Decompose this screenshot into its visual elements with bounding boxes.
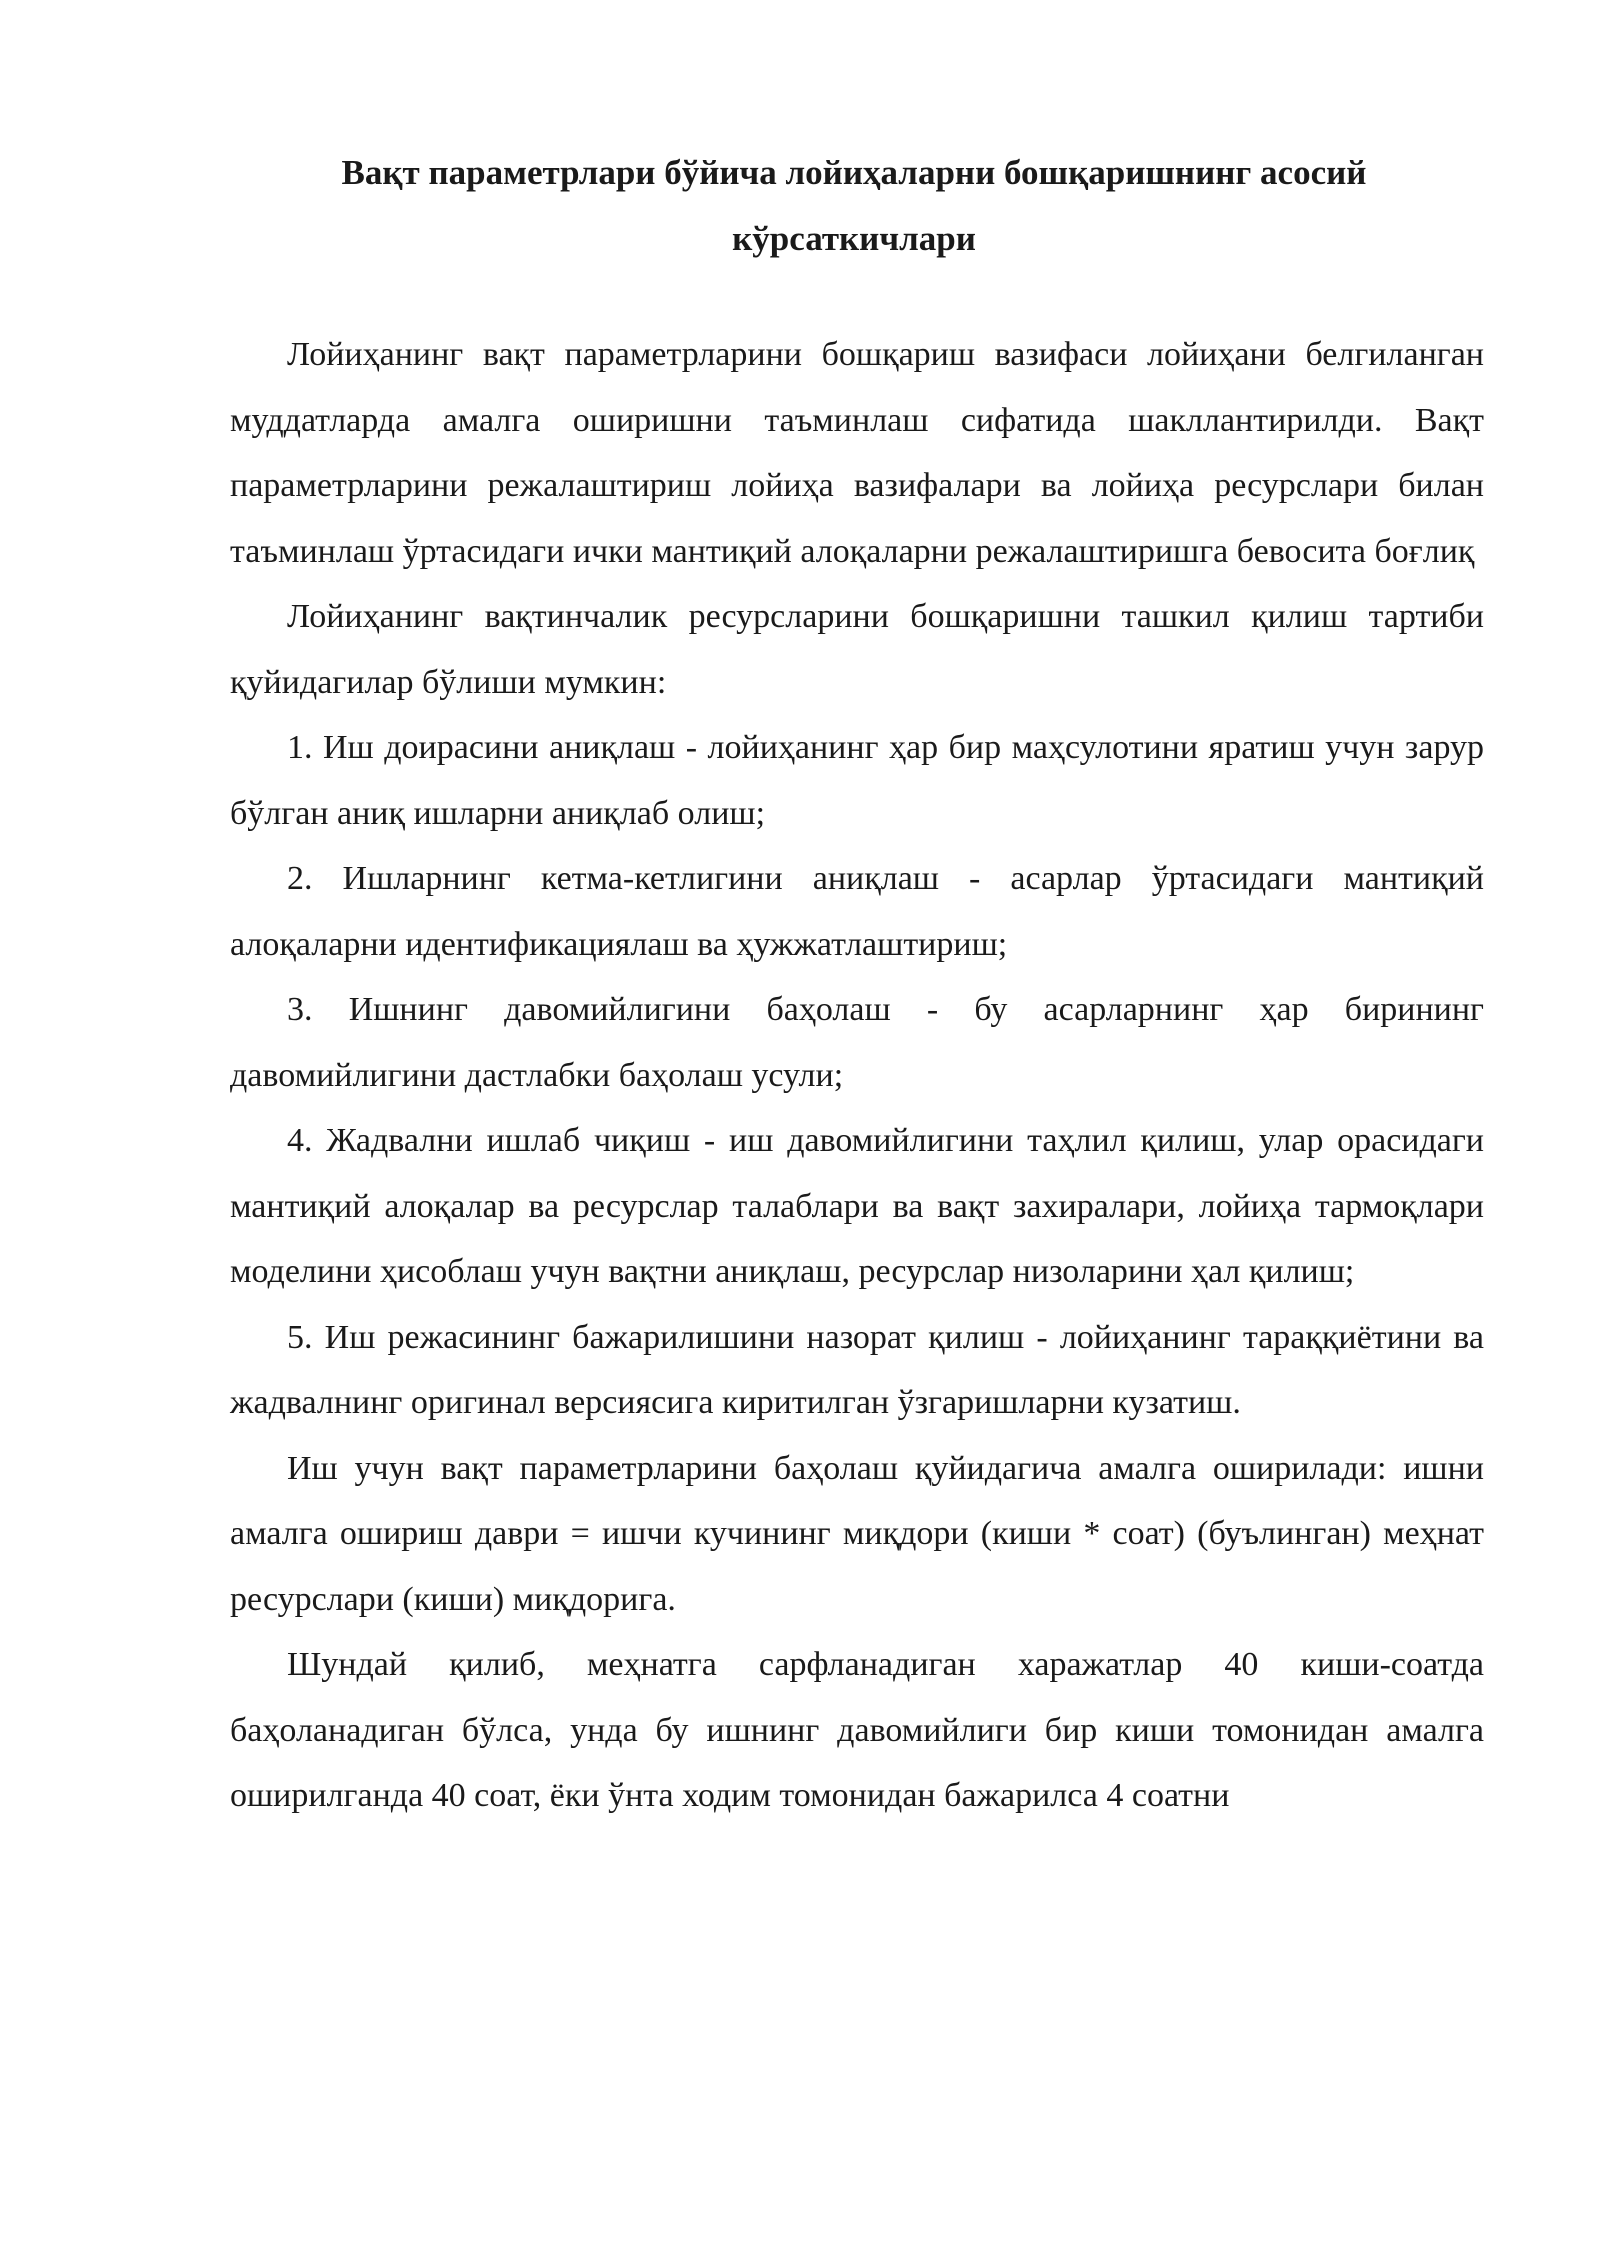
list-item-text: Иш режасининг бажарилишини назорат қилиш - лойиҳанинг тараққиётини ва жадвалнинг оригинал версиясига киритилган ўзгаришларни кузатиш.: [230, 1318, 1485, 1421]
title-line-2: кўрсаткичлари: [732, 219, 976, 258]
title-line-1: Вақт параметрлари бўйича лойиҳаларни бошқаришнинг асосий: [341, 153, 1367, 192]
list-item-1: [230, 715, 1484, 846]
list-item-text: Иш доирасини аниқлаш - лойиҳанинг ҳар бир маҳсулотини яратиш учун зарур бўлган аниқ ишларни аниқлаб олиш;: [230, 729, 1485, 832]
list-item-number: 4.: [287, 1122, 313, 1159]
list-item-number: 1.: [287, 729, 313, 766]
paragraph-1: Лойиҳанинг вақт параметрларини бошқариш вазифаси лойиҳани белгиланган муддатларда амалга оширишни таъминлаш сифатида шакллантирилди. Вақт параметрларини режалаштириш лойиҳа вазифалари ва лойиҳа ресурслари билан таъминлаш ўртасидаги ички мантиқий алоқаларни режалаштиришга бевосита боғлиқ: [230, 336, 1484, 570]
document-body: [230, 322, 1484, 1829]
list-item-number: 2.: [287, 860, 313, 897]
list-item-2: [230, 846, 1484, 977]
list-item-text: Жадвални ишлаб чиқиш - иш давомийлигини таҳлил қилиш, улар орасидаги мантиқий алоқалар ва ресурслар талаблари ва вақт захиралари, лойиҳа тармоқлари моделини ҳисоблаш учун вақтни аниқлаш, ресурслар низоларини ҳал қилиш;: [230, 1122, 1485, 1290]
paragraph-4: Шундай қилиб, меҳнатга сарфланадиган харажатлар 40 киши-соатда баҳоланадиган бўлса, унда бу ишнинг давомийлиги бир киши томонидан амалга оширилганда 40 соат, ёки ўнта ходим томонидан бажарилса 4 соатни: [230, 1646, 1484, 1814]
list-item-text: Ишнинг давомийлигини баҳолаш - бу асарларнинг ҳар бирининг давомийлигини дастлабки баҳолаш усули;: [230, 991, 1485, 1094]
list-item-3: [230, 977, 1484, 1108]
list-item-number: 5.: [287, 1318, 313, 1356]
paragraph-2: Лойиҳанинг вақтинчалик ресурсларини бошқаришни ташкил қилиш тартиби қуйидагилар бўлиши мумкин:: [230, 598, 1484, 701]
list-item-number: 3.: [287, 991, 313, 1028]
document-title: [230, 140, 1484, 272]
list-item-4: [230, 1108, 1484, 1305]
list-item-text: Ишларнинг кетма-кетлигини аниқлаш - асарлар ўртасидаги мантиқий алоқаларни идентификациялаш ва ҳужжатлаштириш;: [230, 860, 1485, 963]
list-item-5: [230, 1305, 1484, 1436]
paragraph-3: Иш учун вақт параметрларини баҳолаш қуйидагича амалга оширилади: ишни амалга ошириш даври = ишчи кучининг миқдори (киши * соат) (буълинган) меҳнат ресурслари (киши) миқдорига.: [230, 1449, 1484, 1618]
